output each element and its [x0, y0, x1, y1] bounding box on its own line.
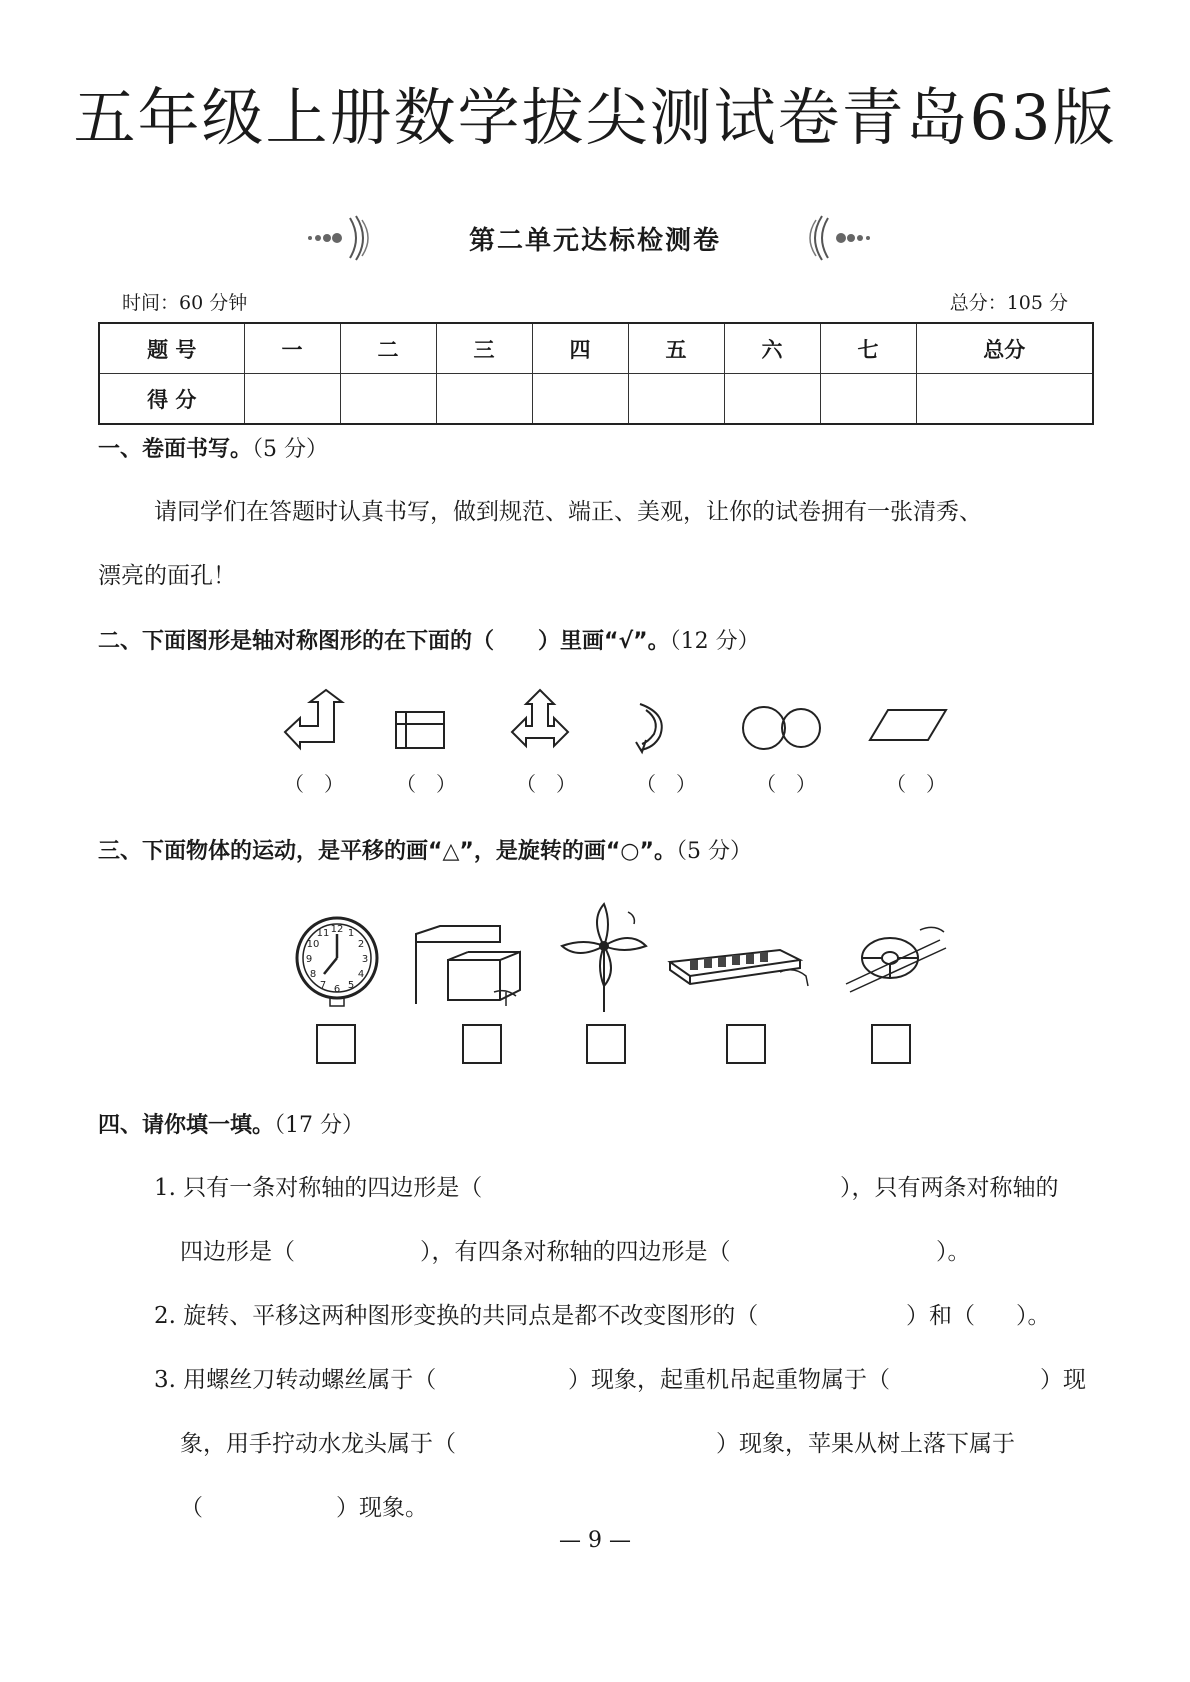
table-header-cell: 三	[436, 323, 532, 374]
clock-number: 3	[361, 954, 369, 965]
table-header-cell: 七	[820, 323, 916, 374]
table-header-cell: 二	[340, 323, 436, 374]
section-1-title: 一、卷面书写。	[98, 437, 253, 462]
section-4-points: （17 分）	[274, 1113, 365, 1138]
answer-box[interactable]	[316, 1024, 356, 1064]
table-header-cell: 总分	[916, 323, 1093, 374]
steering-wheel-icon	[846, 927, 946, 992]
score-cell[interactable]	[436, 374, 532, 425]
curved-arrow-icon	[636, 704, 662, 752]
two-circles-icon	[743, 707, 820, 749]
answer-box[interactable]	[871, 1024, 911, 1064]
table-header-cell: 六	[724, 323, 820, 374]
section-2-points: （12 分）	[669, 629, 760, 654]
clock-number: 5	[347, 980, 355, 991]
question-3-line2-b: ）现象，苹果从树上落下属于	[716, 1431, 1015, 1457]
time-limit: 时间：60 分钟	[122, 292, 248, 314]
section-3-heading	[98, 834, 752, 865]
question-2-c: ）。	[1016, 1303, 1051, 1329]
score-cell[interactable]	[916, 374, 1093, 425]
answer-box[interactable]	[726, 1024, 766, 1064]
answer-paren[interactable]: （ ）	[636, 772, 696, 796]
table-header-row	[99, 323, 1093, 374]
objects-row	[0, 900, 1190, 1020]
question-1-line1-a: 1. 只有一条对称轴的四边形是（	[154, 1175, 483, 1201]
clock-number: 2	[357, 939, 365, 950]
question-1-line2-a: 四边形是（	[180, 1239, 295, 1265]
question-1-line1-b: ），只有两条对称轴的	[840, 1175, 1059, 1201]
table-row-label: 得 分	[99, 374, 244, 425]
answer-box[interactable]	[462, 1024, 502, 1064]
section-1-heading	[98, 432, 328, 463]
score-table	[98, 322, 1094, 425]
score-cell[interactable]	[244, 374, 340, 425]
clock-number: 9	[305, 954, 313, 965]
section-2-title: 二、下面图形是轴对称图形的在下面的（ ）里画“√”。	[98, 629, 670, 654]
section-4-title: 四、请你填一填。	[98, 1113, 275, 1138]
question-3-line1-c: ）现	[1040, 1367, 1086, 1393]
section-3-points: （5 分）	[675, 839, 752, 864]
parallelogram-icon	[870, 710, 946, 740]
table-header-cell: 题 号	[99, 323, 244, 374]
question-1-line2-c: ）。	[936, 1239, 971, 1265]
clock-number: 12	[330, 924, 344, 935]
question-3-line1-b: ）现象，起重机吊起重物属于（	[568, 1367, 890, 1393]
table-header-cell: 一	[244, 323, 340, 374]
question-3-line2-a: 象，用手拧动水龙头属于（	[180, 1431, 456, 1457]
score-cell[interactable]	[820, 374, 916, 425]
question-2-b: ）和（	[906, 1303, 975, 1329]
score-cell[interactable]	[532, 374, 628, 425]
answer-paren[interactable]: （ ）	[756, 772, 816, 796]
drawer-icon	[416, 926, 520, 1006]
table-row	[99, 374, 1093, 425]
score-cell[interactable]	[724, 374, 820, 425]
total-score: 总分：105 分	[949, 292, 1068, 314]
clock-number: 4	[357, 969, 365, 980]
abacus-icon	[670, 950, 808, 986]
clock-number: 10	[306, 939, 320, 950]
table-header-cell: 五	[628, 323, 724, 374]
section-2-heading	[98, 624, 760, 655]
pinwheel-icon	[562, 904, 646, 1012]
figures-row	[0, 690, 1190, 770]
rectangle-with-lines-icon	[396, 712, 444, 748]
section-1-text-line1: 请同学们在答题时认真书写，做到规范、端正、美观，让你的试卷拥有一张清秀、	[154, 499, 982, 525]
clock-number: 7	[319, 980, 327, 991]
answer-paren[interactable]: （ ）	[886, 772, 946, 796]
question-1-line2-b: ），有四条对称轴的四边形是（	[420, 1239, 731, 1265]
page-title: 五年级上册数学拔尖测试卷青岛63版	[73, 81, 1117, 154]
clock-number: 1	[347, 928, 355, 939]
question-3-line1-a: 3. 用螺丝刀转动螺丝属于（	[154, 1367, 437, 1393]
clock-number: 11	[316, 928, 330, 939]
section-3-title: 三、下面物体的运动，是平移的画“△”，是旋转的画“○”。	[98, 839, 676, 864]
answer-paren[interactable]: （ ）	[284, 772, 344, 796]
answer-box[interactable]	[586, 1024, 626, 1064]
section-1-text-line2: 漂亮的面孔！	[98, 563, 236, 589]
question-2-a: 2. 旋转、平移这两种图形变换的共同点是都不改变图形的（	[154, 1303, 759, 1329]
section-1-points: （5 分）	[252, 437, 329, 462]
unit-title: 第二单元达标检测卷	[468, 226, 721, 256]
section-4-heading	[98, 1108, 364, 1139]
table-header-cell: 四	[532, 323, 628, 374]
clock-number: 8	[309, 969, 317, 980]
arrow-shape-icon	[285, 690, 342, 748]
clock-number: 6	[333, 984, 341, 995]
score-cell[interactable]	[628, 374, 724, 425]
score-cell[interactable]	[340, 374, 436, 425]
question-3-line3-b: ）现象。	[336, 1495, 428, 1521]
answer-paren[interactable]: （ ）	[516, 772, 576, 796]
page-number: — 9 —	[559, 1528, 631, 1553]
question-3-line3-a: （	[180, 1495, 203, 1521]
double-arrow-icon	[512, 690, 568, 746]
answer-paren[interactable]: （ ）	[396, 772, 456, 796]
